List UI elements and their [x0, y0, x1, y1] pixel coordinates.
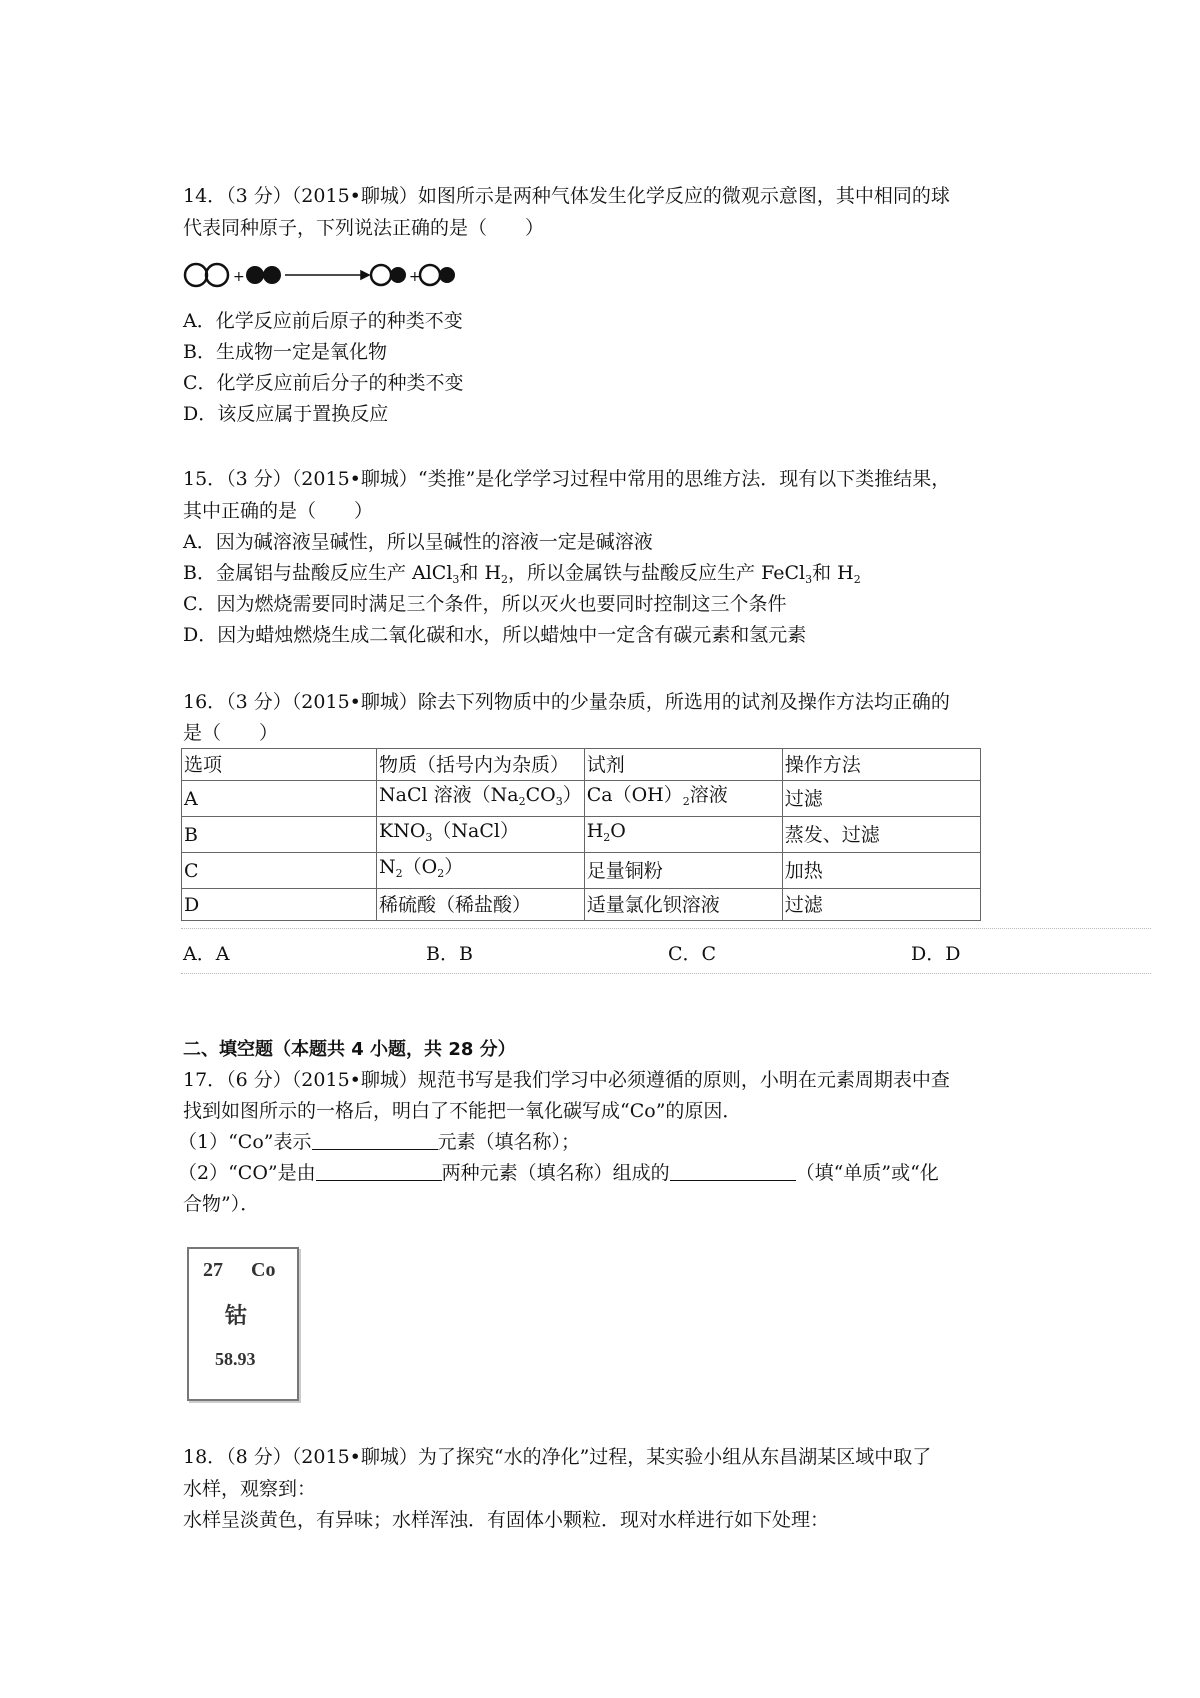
option-cell: C [182, 853, 377, 889]
q16-answer-b: B．B [426, 943, 473, 965]
q16-table [181, 748, 981, 921]
option-cell: D [182, 889, 377, 921]
q14-stem-line2: 代表同种原子，下列说法正确的是（ ） [183, 217, 545, 239]
reagent-cell: 适量氯化钡溶液 [584, 889, 782, 921]
q14-option-c: C．化学反应前后分子的种类不变 [183, 372, 464, 394]
substance-cell: 稀硫酸（稀盐酸） [377, 889, 585, 921]
q15-option-d: D．因为蜡烛燃烧生成二氧化碳和水，所以蜡烛中一定含有碳元素和氢元素 [183, 624, 807, 646]
q15-option-b: B．金属铝与盐酸反应生产 AlCl$_3$和 $H_2$，所以金属铁与盐酸反应生产 FeCl$_3$和 $H_2$ [183, 562, 861, 586]
q17-part2: （2）“CO”是由 两种元素（填名称）组成的 （填“单质”或“化 [178, 1162, 939, 1184]
atomic-number: 27 [203, 1259, 223, 1281]
method-cell: 过滤 [782, 889, 980, 921]
reactant-molecule-1 [185, 264, 228, 286]
q14-stem-line1: 14．（3 分）（2015•聊城）如图所示是两种气体发生化学反应的微观示意图，其中相同的球 [183, 185, 950, 207]
q15-stem-line1: 15．（3 分）（2015•聊城）“类推”是化学学习过程中常用的思维方法．现有以下类推结果， [183, 468, 951, 490]
reactant-molecule-2 [246, 266, 281, 284]
dotted-divider [181, 928, 1151, 929]
method-cell: 过滤 [782, 781, 980, 817]
table-row [182, 781, 981, 817]
header-cell: 操作方法 [782, 749, 980, 781]
q18-stem-line1: 18．（8 分）（2015•聊城）为了探究“水的净化”过程，某实验小组从东昌湖某区域中取了 [183, 1446, 932, 1468]
q14-option-a: A．化学反应前后原子的种类不变 [183, 310, 463, 332]
q17-part1: （1）“Co”表示 元素（填名称）； [178, 1131, 581, 1153]
q17-stem-line2: 找到如图所示的一格后，明白了不能把一氧化碳写成“Co”的原因． [183, 1100, 742, 1122]
product-molecule-2 [420, 265, 455, 285]
answer-blank[interactable] [670, 1162, 796, 1181]
section-title: 二、填空题（本题共 4 小题，共 28 分） [183, 1039, 516, 1060]
element-symbol: Co [251, 1259, 276, 1281]
plus-sign: + [409, 269, 421, 285]
q15-option-a: A．因为碱溶液呈碱性，所以呈碱性的溶液一定是碱溶液 [183, 531, 653, 553]
q14-option-b: B．生成物一定是氧化物 [183, 341, 387, 363]
q18-stem-line2: 水样，观察到： [183, 1478, 317, 1500]
table-row [182, 853, 981, 889]
header-cell: 物质（括号内为杂质） [377, 749, 585, 781]
substance-cell: $N_2(O_2)$ [377, 853, 585, 889]
reaction-arrow [285, 271, 369, 279]
substance-cell: NaCl 溶液$(Na_2CO_3)$ [377, 781, 585, 817]
q15-stem-line2: 其中正确的是（ ） [183, 500, 374, 522]
atomic-mass: 58.93 [215, 1349, 256, 1369]
reagent-cell: $Ca(OH)_2$溶液 [584, 781, 782, 817]
reagent-cell: $H_2O$ [584, 817, 782, 853]
answer-blank[interactable] [312, 1131, 438, 1150]
table-row [182, 817, 981, 853]
q18-stem-line3: 水样呈淡黄色，有异味；水样浑浊．有固体小颗粒．现对水样进行如下处理： [183, 1509, 830, 1531]
reaction-diagram [183, 258, 463, 292]
q16-stem-line2: 是（ ） [183, 722, 279, 744]
header-cell: 试剂 [584, 749, 782, 781]
periodic-element-card [187, 1247, 299, 1401]
substance-cell: $KNO_3(NaCl)$ [377, 817, 585, 853]
header-cell: 选项 [182, 749, 377, 781]
answer-blank[interactable] [316, 1162, 442, 1181]
q16-answer-a: A．A [183, 943, 230, 965]
q17-part2-line2: 合物”）． [183, 1193, 260, 1215]
product-molecule-1 [371, 265, 406, 285]
q16-answer-d: D．D [911, 943, 961, 965]
q14-option-d: D．该反应属于置换反应 [183, 403, 389, 425]
plus-sign: + [233, 269, 245, 285]
q16-answer-c: C．C [668, 943, 717, 965]
method-cell: 加热 [782, 853, 980, 889]
element-name: 钴 [225, 1303, 248, 1328]
q15-option-c: C．因为燃烧需要同时满足三个条件，所以灭火也要同时控制这三个条件 [183, 593, 787, 615]
method-cell: 蒸发、过滤 [782, 817, 980, 853]
q17-stem-line1: 17．（6 分）（2015•聊城）规范书写是我们学习中必须遵循的原则，小明在元素周期表中查 [183, 1069, 950, 1091]
table-row [182, 889, 981, 921]
q16-stem-line1: 16．（3 分）（2015•聊城）除去下列物质中的少量杂质，所选用的试剂及操作方法均正确的 [183, 691, 950, 713]
option-cell: A [182, 781, 377, 817]
dotted-divider [181, 973, 1151, 974]
table-header-row [182, 749, 981, 781]
option-cell: B [182, 817, 377, 853]
reagent-cell: 足量铜粉 [584, 853, 782, 889]
